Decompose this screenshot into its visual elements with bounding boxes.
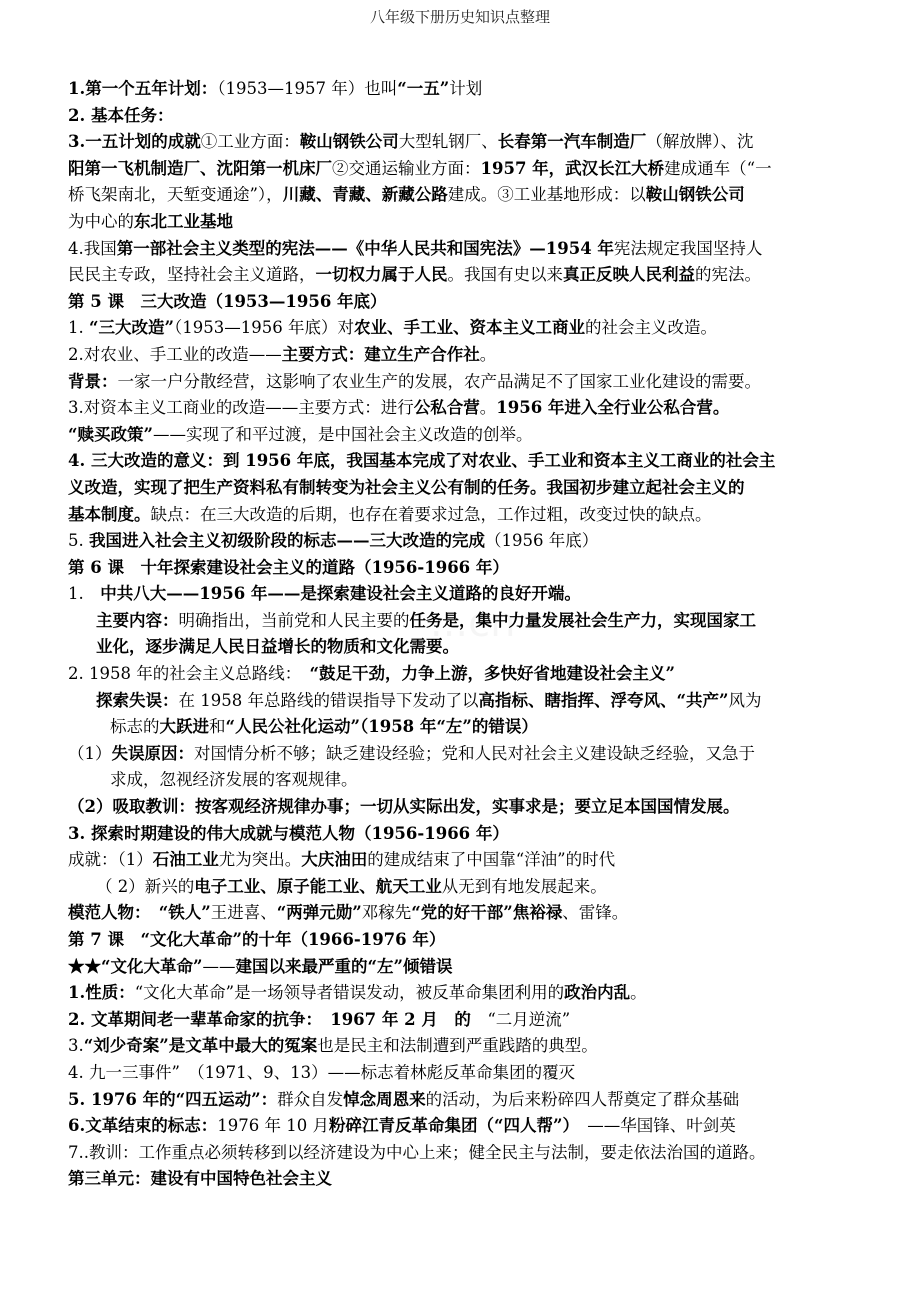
bold-text: 背景： bbox=[68, 371, 118, 391]
text-line bbox=[68, 634, 848, 661]
bold-text: 1956 年进入全行业公私合营。 bbox=[496, 398, 730, 418]
bold-text: “刘少奇案”是文革中最大的冤案 bbox=[83, 1036, 318, 1056]
text-line bbox=[68, 1113, 848, 1140]
bold-text: 主要方式：建立生产合作社 bbox=[281, 344, 480, 364]
text-span: 计划 bbox=[449, 79, 483, 98]
bold-text: 电子工业、原子能工业、航天工业 bbox=[194, 876, 442, 896]
text-span: （1953—1956 年底）对 bbox=[173, 318, 354, 338]
bold-text: “铁人” bbox=[158, 903, 211, 923]
bold-text: 高指标、瞎指挥、浮夸风、“共产” bbox=[478, 690, 729, 710]
text-line bbox=[68, 209, 848, 236]
bold-text: “党的好干部” bbox=[411, 903, 513, 923]
text-line bbox=[68, 661, 848, 688]
bold-text: 5. 1976 年的“四五运动”： bbox=[68, 1089, 278, 1109]
text-span: （1953—1957 年）也叫 bbox=[217, 79, 398, 98]
bold-text: 真正反映人民利益 bbox=[563, 265, 695, 285]
bold-text: 第 5 课 三大改造（1953—1956 年底） bbox=[68, 291, 387, 311]
text-line bbox=[68, 1033, 848, 1060]
text-span: “文化大革命”是一场领导者错误发动，被反革命集团利用的 bbox=[134, 983, 565, 1003]
bold-text: 4. 三大改造的意义：到 1956 年底，我国基本完成了对农业、手工业和资本主义工商业的社会主 bbox=[68, 451, 776, 471]
text-span: ——实现了和平过渡，是中国社会主义改造的创举。 bbox=[152, 424, 533, 444]
document-body bbox=[68, 76, 848, 1193]
text-line bbox=[68, 1007, 848, 1034]
text-line bbox=[68, 369, 848, 396]
text-span: 桥飞架南北，天堑变通途”）， bbox=[68, 185, 283, 205]
text-line bbox=[68, 156, 848, 183]
text-span: 从无到有地发展起来。 bbox=[441, 876, 607, 896]
bold-text: 业化，逐步满足人民日益增长的物质和文化需要。 bbox=[96, 637, 459, 657]
text-line bbox=[68, 129, 848, 156]
text-span: 一家一户分散经营，这影响了农业生产的发展，农产品满足不了国家工业化建设的需要。 bbox=[117, 371, 761, 391]
bold-text: 农业、手工业、资本主义工商业 bbox=[353, 318, 585, 338]
text-line bbox=[68, 581, 848, 608]
bold-text: 1.第一个五年计划： bbox=[68, 79, 218, 98]
bold-text: “赎买政策” bbox=[68, 424, 153, 444]
text-line bbox=[68, 103, 848, 130]
bold-text: 失误原因： bbox=[111, 743, 194, 763]
text-span: 的活动，为后来粉碎四人帮奠定了群众基础 bbox=[425, 1089, 740, 1109]
text-line bbox=[68, 608, 848, 635]
text-span: 明确指出，当前党和人民主要的 bbox=[178, 610, 410, 630]
text-span: 3.对资本主义工商业的改造——主要方式：进行 bbox=[68, 398, 414, 418]
text-line bbox=[68, 315, 848, 342]
text-span: 1. bbox=[68, 318, 89, 338]
text-span: ①工业方面： bbox=[200, 132, 300, 152]
text-line bbox=[68, 1166, 848, 1193]
text-span: 7..教训：工作重点必须转移到以经济建设为中心上来；健全民主与法制，要走依法治国的道路。 bbox=[68, 1142, 766, 1162]
text-span: 民民主专政，坚持社会主义道路， bbox=[68, 265, 316, 285]
text-span: 成就：（1） bbox=[68, 850, 153, 870]
text-line bbox=[68, 289, 848, 316]
bold-text: 鞍山钢铁公司 bbox=[299, 132, 399, 152]
bold-text: 第 7 课 “文化大革命”的十年（1966-1976 年） bbox=[68, 930, 446, 949]
text-line bbox=[68, 395, 848, 422]
bold-text: 政治内乱 bbox=[564, 983, 631, 1003]
bold-text: 1.性质： bbox=[68, 983, 135, 1003]
bold-text: 大庆油田 bbox=[301, 850, 368, 870]
text-line bbox=[68, 1060, 848, 1087]
text-line bbox=[68, 688, 848, 715]
text-line bbox=[68, 262, 848, 289]
bold-text: 我国进入社会主义初级阶段的标志——三大改造的完成 bbox=[89, 531, 485, 551]
text-line bbox=[68, 767, 848, 794]
text-span: 。 bbox=[479, 344, 497, 364]
text-line bbox=[68, 448, 848, 475]
bold-text: 长春第一汽车制造厂 bbox=[497, 132, 647, 152]
bold-text: 公私合营 bbox=[413, 398, 480, 418]
text-span: 缺点：在三大改造的后期，也存在着要求过急，工作过粗，改变过快的缺点。 bbox=[150, 504, 712, 524]
bold-text: “两弹元勋” bbox=[276, 903, 362, 923]
text-span: —— bbox=[202, 956, 236, 976]
text-span: 群众自发 bbox=[277, 1089, 344, 1109]
text-span: 在 1958 年总路线的错误指导下发动了以 bbox=[178, 690, 479, 710]
bold-text: 义改造，实现了把生产资料私有制转变为社会主义公有制的任务。我国初步建立起社会主义的 bbox=[68, 477, 745, 497]
bold-text: 大跃进 bbox=[159, 717, 209, 737]
bold-text: 鞍山钢铁公司 bbox=[645, 185, 745, 205]
bold-text: 石油工业 bbox=[152, 850, 219, 870]
bold-text: 探索失误： bbox=[96, 690, 179, 710]
bold-text: 2. 文革期间老一辈革命家的抗争： 1967 年 2 月 的 bbox=[68, 1009, 471, 1029]
text-span: 的宪法。 bbox=[695, 265, 761, 285]
text-line bbox=[68, 76, 848, 103]
bold-text: 粉碎江青反革命集团（“四人帮”） bbox=[328, 1116, 571, 1136]
text-span: （1956 年底） bbox=[485, 531, 599, 551]
text-line bbox=[68, 954, 848, 981]
text-span: 的建成结束了中国靠“洋油”的时代 bbox=[367, 850, 616, 870]
bold-text: 3. 探索时期建设的伟大成就与模范人物（1956-1966 年） bbox=[68, 823, 509, 843]
text-span: 5. bbox=[68, 531, 89, 551]
bold-text: 第三单元：建设有中国特色社会主义 bbox=[68, 1169, 332, 1189]
bold-text: 2. 基本任务： bbox=[68, 105, 174, 125]
text-span: 1. bbox=[68, 584, 101, 604]
text-span: 的社会主义改造。 bbox=[584, 318, 717, 338]
text-line bbox=[68, 422, 848, 449]
text-span: 。我国有史以来 bbox=[447, 265, 563, 285]
bold-text: （2）吸取教训：按客观经济规律办事；一切从实际出发，实事求是；要立足本国国情发展。 bbox=[68, 797, 740, 817]
text-span: （ 2）新兴的 bbox=[96, 876, 195, 896]
text-line bbox=[68, 475, 848, 502]
text-span: 3. bbox=[68, 1036, 84, 1056]
text-line bbox=[68, 714, 848, 741]
text-line bbox=[68, 1140, 848, 1167]
text-span: 标志的 bbox=[110, 717, 160, 737]
text-span: ②交通运输业方面： bbox=[332, 158, 481, 178]
bold-text: 6.文革结束的标志： bbox=[68, 1116, 218, 1136]
text-span: “二月逆流” bbox=[470, 1009, 571, 1029]
text-line bbox=[68, 847, 848, 874]
text-span: （1） bbox=[68, 743, 112, 763]
bold-text: 任务是，集中力量发展社会生产力，实现国家工 bbox=[409, 610, 756, 630]
text-span: 求成，忽视经济发展的客观规律。 bbox=[110, 770, 358, 790]
text-span: 4. 九一三事件” （1971、9、13）——标志着林彪反革命集团的覆灭 bbox=[68, 1062, 576, 1082]
text-span: 4.我国 bbox=[68, 238, 117, 258]
text-line bbox=[68, 236, 848, 263]
text-span: 王进喜、 bbox=[210, 903, 277, 923]
bold-text: 主要内容： bbox=[96, 610, 179, 630]
bold-text: “三大改造” bbox=[89, 318, 174, 338]
text-span: 建成。③工业基地形成：以 bbox=[447, 185, 646, 205]
text-span: 为中心的 bbox=[68, 211, 134, 231]
text-line bbox=[68, 528, 848, 555]
text-line bbox=[68, 821, 848, 848]
bold-text: 3.一五计划的成就 bbox=[68, 132, 201, 152]
text-line bbox=[68, 874, 848, 901]
text-span: 邓稼先 bbox=[361, 903, 412, 923]
bold-text: 1957 年，武汉长江大桥 bbox=[480, 158, 665, 178]
text-line bbox=[68, 927, 848, 954]
text-span: 风为 bbox=[728, 690, 762, 710]
text-span: 宪法规定我国坚持人 bbox=[613, 238, 763, 258]
text-span: 建成通车（“一 bbox=[664, 158, 772, 178]
text-line bbox=[68, 182, 848, 209]
text-line bbox=[68, 502, 848, 529]
bold-text: 阳第一飞机制造厂、沈阳第一机床厂 bbox=[68, 158, 332, 178]
text-line bbox=[68, 342, 848, 369]
page-header: 八年级下册历史知识点整理 bbox=[369, 8, 550, 26]
text-span: （解放牌）、沈 bbox=[646, 132, 754, 152]
text-span: 、雷锋。 bbox=[562, 903, 629, 923]
text-span: 尤为突出。 bbox=[218, 850, 302, 870]
bold-text: 中共八大——1956 年——是探索建设社会主义道路的良好开端。 bbox=[100, 584, 581, 604]
bold-text: 川藏、青藏、新藏公路 bbox=[282, 185, 448, 205]
text-line bbox=[68, 900, 848, 927]
text-span: 2. 1958 年的社会主义总路线： bbox=[68, 664, 310, 684]
bold-text: 悼念周恩来 bbox=[343, 1089, 426, 1109]
bold-text: 模范人物： bbox=[68, 903, 159, 923]
bold-text: 焦裕禄 bbox=[512, 903, 563, 923]
text-line bbox=[68, 741, 848, 768]
text-span: 也是民主和法制遭到严重践踏的典型。 bbox=[317, 1036, 598, 1056]
bold-text: 建国以来最严重的“左”倾错误 bbox=[235, 956, 453, 976]
bold-text: “人民公社化运动”（1958 年“左”的错误） bbox=[225, 717, 538, 737]
text-line bbox=[68, 555, 848, 582]
text-span: 对国情分析不够；缺乏建设经验；党和人民对社会主义建设缺乏经验，又急于 bbox=[194, 743, 755, 763]
bold-text: “鼓足干劲，力争上游，多快好省地建设社会主义” bbox=[309, 664, 675, 684]
bold-text: 第 6 课 十年探索建设社会主义的道路（1956-1966 年） bbox=[68, 557, 509, 577]
bold-text: 一切权力属于人民 bbox=[315, 265, 448, 285]
text-span: 。 bbox=[630, 983, 647, 1003]
bold-text: ★★“文化大革命” bbox=[68, 956, 203, 976]
text-span: 。 bbox=[479, 398, 497, 418]
text-span: 2.对农业、手工业的改造—— bbox=[68, 344, 282, 364]
text-line bbox=[68, 794, 848, 821]
text-span: 和 bbox=[209, 717, 226, 737]
text-span: ——华国锋、叶剑英 bbox=[570, 1116, 736, 1136]
bold-text: 第一部社会主义类型的宪法——《中华人民共和国宪法》—1954 年 bbox=[116, 238, 614, 258]
text-span: 1976 年 10 月 bbox=[217, 1116, 329, 1136]
bold-text: 东北工业基地 bbox=[134, 211, 233, 231]
text-span: 大型轧钢厂、 bbox=[398, 132, 498, 152]
text-line bbox=[68, 980, 848, 1007]
bold-text: “一五” bbox=[397, 79, 450, 98]
text-line bbox=[68, 1087, 848, 1114]
bold-text: 基本制度。 bbox=[68, 504, 151, 524]
